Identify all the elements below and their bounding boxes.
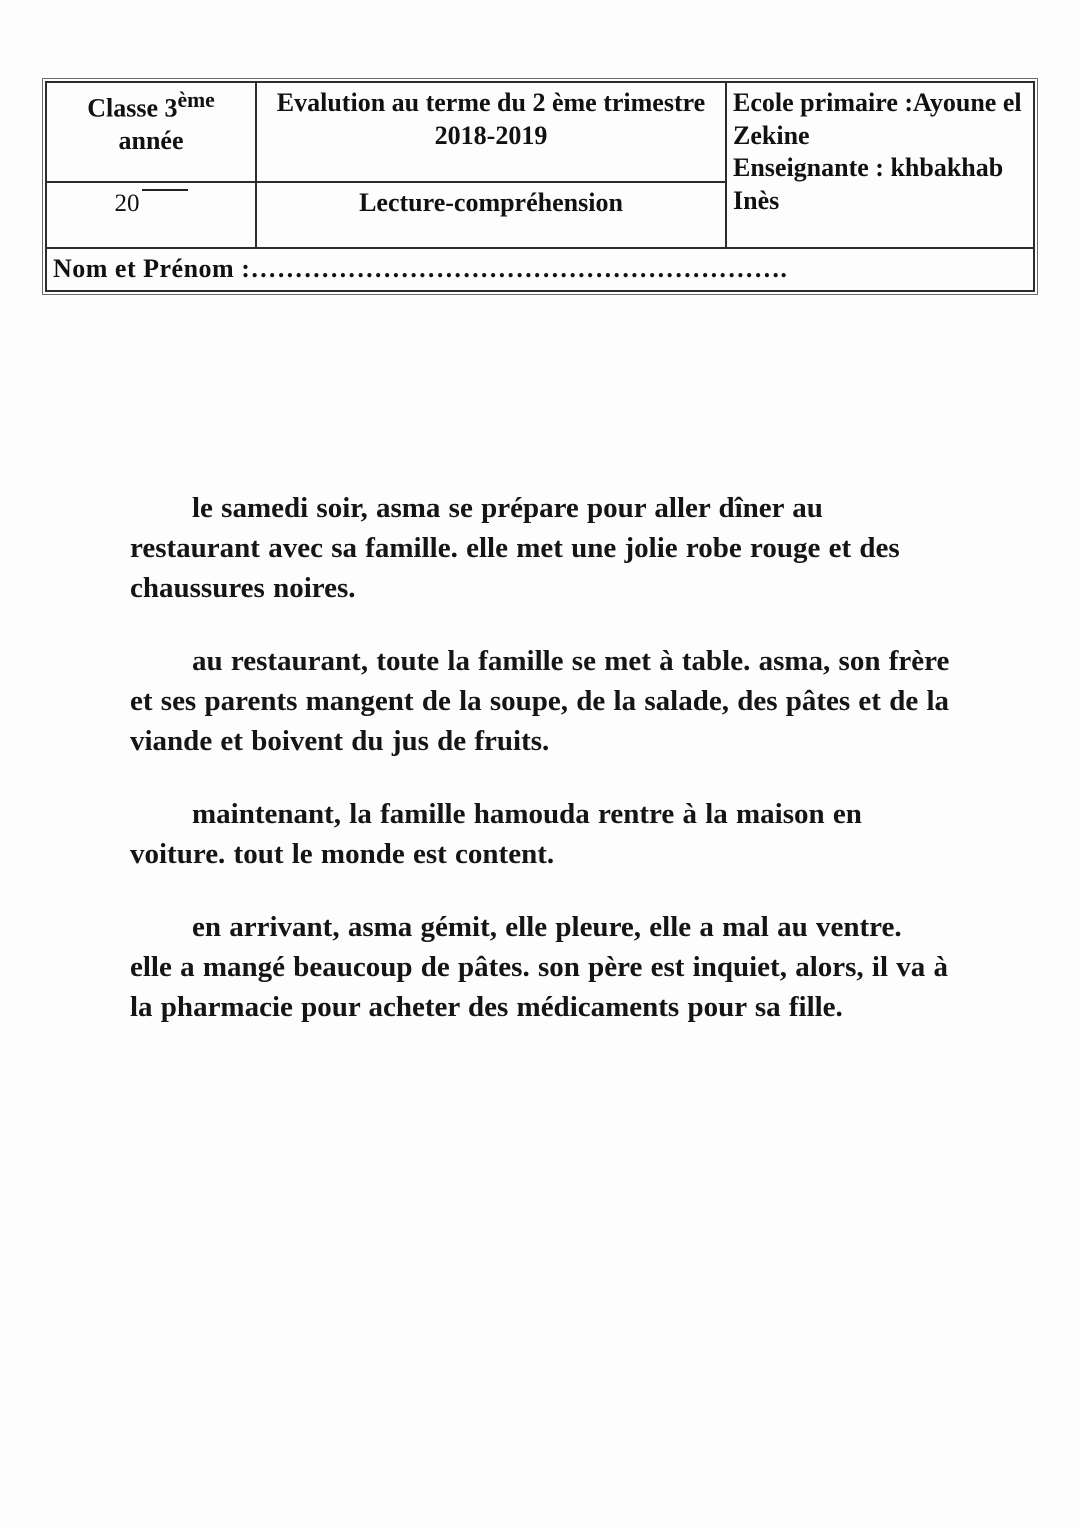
score-value: 20 [115, 188, 188, 223]
teacher-name: Enseignante : khbakhab Inès [733, 153, 1004, 215]
header-table [42, 78, 1038, 295]
classe-line1: Classe 3ème [87, 88, 215, 123]
subject-cell [256, 182, 726, 248]
score-blank-line [142, 189, 188, 191]
classe-line2: année [118, 126, 184, 156]
paragraph-3: maintenant, la famille hamouda rentre à la maison en voiture. tout le monde est content. [130, 798, 862, 870]
school-name: Ecole primaire :Ayoune el Zekine [733, 88, 1022, 150]
reading-passage [130, 488, 950, 1060]
classe-superscript: ème [177, 88, 215, 112]
school-teacher-cell [726, 82, 1034, 248]
evaluation-title-cell [256, 82, 726, 182]
classe-cell [46, 82, 256, 182]
name-fill-in-row [46, 248, 1034, 291]
paragraph-2: au restaurant, toute la famille se met à table. asma, son frère et ses parents mangent de la soupe, de la salade, des pâtes et de la viande et boivent du jus de fruits. [130, 645, 950, 757]
subject-label: Lecture-compréhension [359, 188, 623, 217]
name-label-and-dots: Nom et Prénom :……………………………………………………. [53, 254, 788, 283]
score-cell [46, 182, 256, 248]
evaluation-title-line1: Evalution au terme du 2 ème trimestre [276, 88, 706, 117]
paragraph-4: en arrivant, asma gémit, elle pleure, elle a mal au ventre. elle a mangé beaucoup de pâtes. son père est inquiet, alors, il va à la pharmacie pour acheter des médicaments pour sa fille. [130, 911, 949, 1023]
evaluation-title-line2: 2018-2019 [434, 120, 548, 150]
paragraph-1: le samedi soir, asma se prépare pour aller dîner au restaurant avec sa famille. elle met une jolie robe rouge et des chaussures noires. [130, 492, 900, 604]
